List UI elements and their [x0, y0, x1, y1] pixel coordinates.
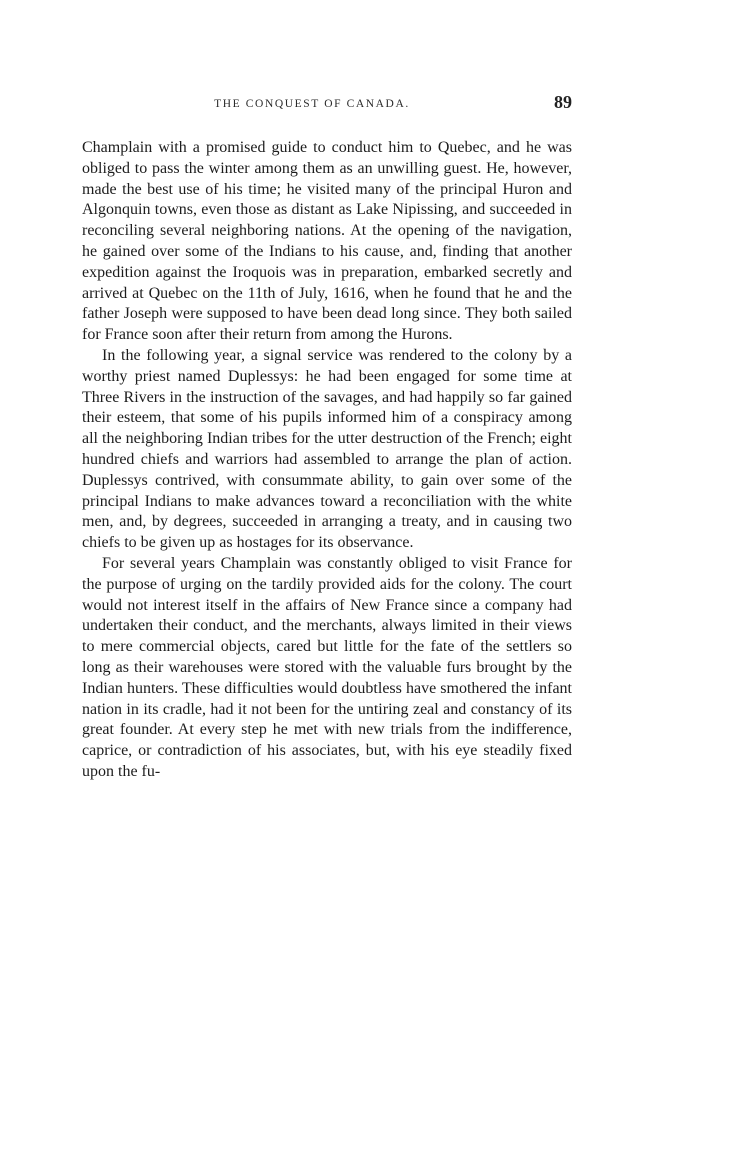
paragraph-champlain-france: For several years Champlain was constantly obliged to visit France for the purpose of urging on the tardily provided aids for the colony. The court would not interest itself in the affairs of New France since a company had undertaken their conduct, and the merchants, always limited in their views to mere commercial objects, cared but little for the fate of the settlers so long as their warehouses were stored with the valuable furs brought by the Indian hunters. These difficulties would doubtless have smothered the infant nation in its cradle, had it not been for the untiring zeal and constancy of its great founder. At every step he met with new trials from the indifference, caprice, or contradiction of his associates, but, with his eye steadily fixed upon the fu- — [82, 554, 572, 780]
running-title: THE CONQUEST OF CANADA. — [214, 98, 410, 110]
body-text — [82, 138, 572, 783]
book-page — [82, 92, 572, 783]
paragraph-duplessys: In the following year, a signal service was rendered to the colony by a worthy priest named Duplessys: he had been engaged for some time at Three Rivers in the instruction of the savages, and had happily so far gained their esteem, that some of his pupils informed him of a conspiracy among all the neighboring Indian tribes for the utter destruction of the French; eight hundred chiefs and warriors had assembled to arrange the plan of action. Duplessys contrived, with consummate ability, to gain over some of the principal Indians to make advances toward a reconciliation with the white men, and, by degrees, succeeded in arranging a treaty, and in causing two chiefs to be given up as hostages for its observance. — [82, 346, 572, 552]
running-header — [82, 92, 572, 122]
paragraph-continued: Champlain with a promised guide to conduct him to Quebec, and he was obliged to pass the winter among them as an unwilling guest. He, however, made the best use of his time; he visited many of the principal Huron and Algonquin towns, even those as distant as Lake Nipissing, and succeeded in reconciling several neighboring nations. At the opening of the navigation, he gained over some of the Indians to his cause, and, finding that another expedition against the Iroquois was in preparation, embarked secretly and arrived at Quebec on the 11th of July, 1616, when he found that he and the father Joseph were supposed to have been dead long since. They both sailed for France soon after their return from among the Hurons. — [82, 139, 572, 344]
page-number: 89 — [554, 92, 572, 112]
